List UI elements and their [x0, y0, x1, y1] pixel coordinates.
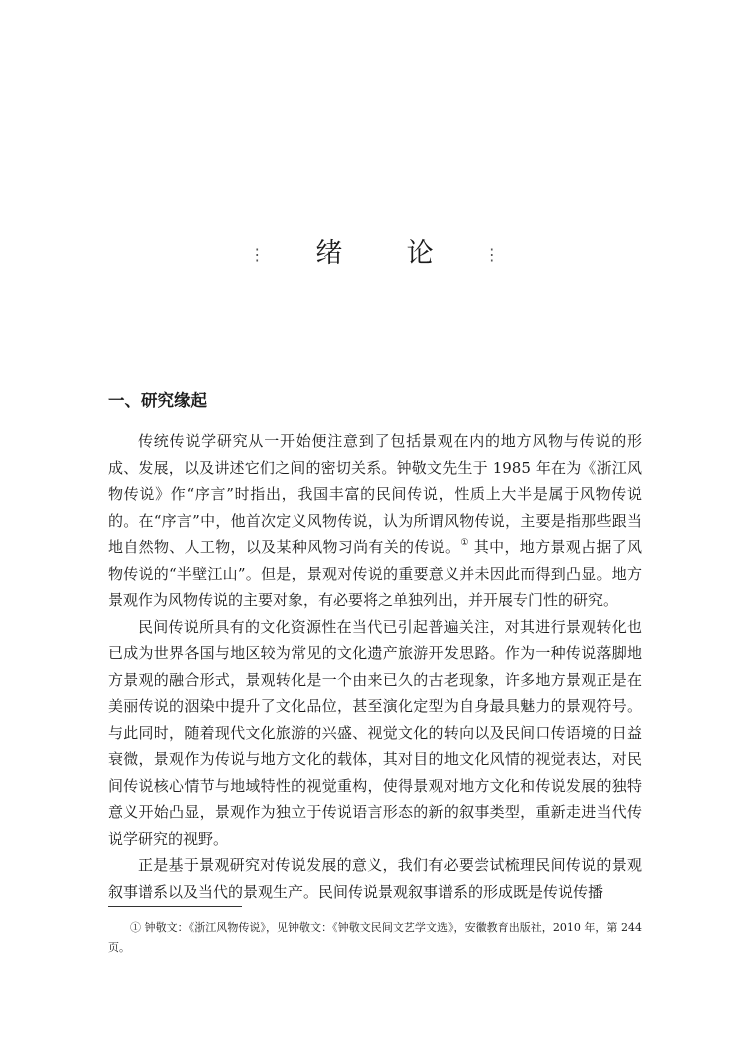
title-ornament-left: ⋮: [249, 244, 267, 264]
paragraph-1: [108, 428, 642, 614]
title-ornament-right: ⋮: [483, 244, 501, 264]
chapter-title-char-2: 论: [406, 238, 435, 269]
footnote-divider: [108, 906, 242, 907]
chapter-title-char-1: 绪: [315, 238, 344, 269]
paragraph-1-part-a: 传统传说学研究从一开始便注意到了包括景观在内的地方风物与传说的形成、发展，以及讲述它们之间的密切关系。钟敬文先生于 1985 年在为《浙江风物传说》作“序言”时指出，我国丰富的民间传说，性质上大半是属于风物传说的。在“序言”中，他首次定义风物传说，认为所谓风物传说，主要是指那些跟当地自然物、人工物，以及某种风物习尚有关的传说。: [108, 432, 642, 556]
paragraph-1-part-b: 其中，地方景观占据了风物传说的“半壁江山”。但是，景观对传说的重要意义并未因此而得到凸显。地方景观作为风物传说的主要对象，有必要将之单独列出，并开展专门性的研究。: [108, 538, 642, 609]
footnote: ① 钟敬文：《浙江风物传说》，见钟敬文：《钟敬文民间文艺学文选》，安徽教育出版社，2010 年，第 244 页。: [108, 921, 642, 954]
footnote-reference[interactable]: ①: [460, 538, 469, 548]
paragraph-2: 民间传说所具有的文化资源性在当代已引起普遍关注，对其进行景观转化也已成为世界各国与地区较为常见的文化遗产旅游开发思路。作为一种传说落脚地方景观的融合形式，景观转化是一个由来已久的古老现象，许多地方景观正是在美丽传说的洇染中提升了文化品位，甚至演化定型为自身最具魅力的景观符号。与此同时，随着现代文化旅游的兴盛、视觉文化的转向以及民间口传语境的日益衰微，景观作为传说与地方文化的载体，其对目的地文化风情的视觉表达，对民间传说核心情节与地域特性的视觉重构，使得景观对地方文化和传说发展的独特意义开始凸显，景观作为独立于传说语言形态的新的叙事类型，重新走进当代传说学研究的视野。: [108, 617, 642, 848]
body-text: [108, 428, 642, 905]
paragraph-3: 正是基于景观研究对传说发展的意义，我们有必要尝试梳理民间传说的景观叙事谱系以及当代的景观生产。民间传说景观叙事谱系的形成既是传说传播: [108, 856, 642, 901]
chapter-title: [0, 234, 750, 275]
section-heading: 一、研究缘起: [108, 391, 207, 410]
